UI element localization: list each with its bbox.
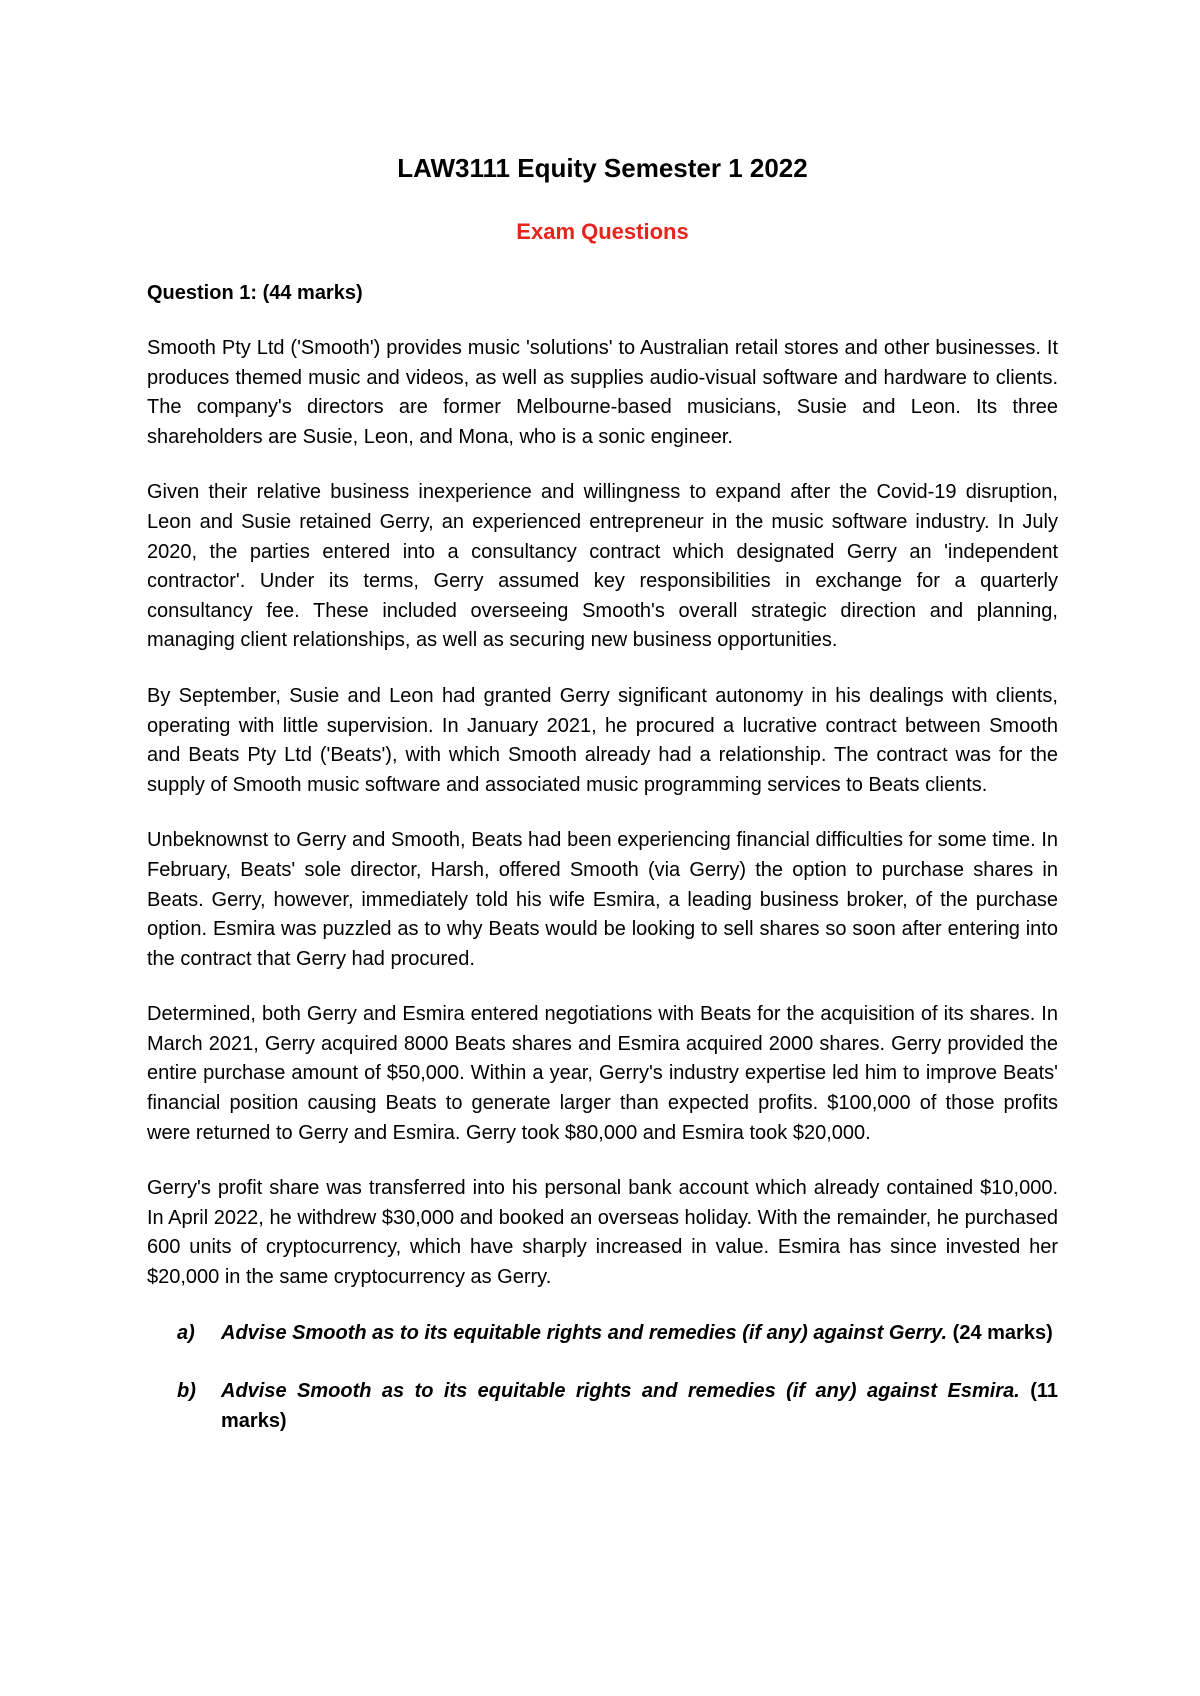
paragraph-4: Unbeknownst to Gerry and Smooth, Beats had been experiencing financial difficulties for some time. In February, Beats' sole director, Harsh, offered Smooth (via Gerry) the option to purchase shares in Beats. Gerry, however, immediately told his wife Esmira, a leading business broker, of the purchase option. Esmira was puzzled as to why Beats would be looking to sell shares so soon after entering into the contract that Gerry had procured. <box>147 829 1058 970</box>
sub-question-a-label: a) <box>177 1321 195 1344</box>
sub-question-a-marks: (24 marks) <box>952 1321 1053 1344</box>
document-subtitle: Exam Questions <box>516 219 689 244</box>
document-title: LAW3111 Equity Semester 1 2022 <box>397 153 808 183</box>
sub-question-b-label: b) <box>177 1380 196 1403</box>
sub-question-list <box>147 1319 1058 1437</box>
paragraph-2: Given their relative business inexperience and willingness to expand after the Covid-19 disruption, Leon and Susie retained Gerry, an experienced entrepreneur in the music software industry. In July 2020, the parties entered into a consultancy contract which designated Gerry an 'independent contractor'. Under its terms, Gerry assumed key responsibilities in exchange for a quarterly consultancy fee. These included overseeing Smooth's overall strategic direction and planning, managing client relationships, as well as securing new business opportunities. <box>147 481 1058 652</box>
sub-question-b-text: Advise Smooth as to its equitable rights and remedies (if any) against Esmira. <box>221 1380 1031 1403</box>
sub-question-b <box>147 1377 1058 1436</box>
paragraph-3: By September, Susie and Leon had granted Gerry significant autonomy in his dealings with clients, operating with little supervision. In January 2021, he procured a lucrative contract between Smooth and Beats Pty Ltd ('Beats'), with which Smooth already had a relationship. The contract was for the supply of Smooth music software and associated music programming services to Beats clients. <box>147 684 1058 796</box>
sub-question-b-marks: (11 marks) <box>221 1380 1058 1432</box>
paragraph-5: Determined, both Gerry and Esmira entered negotiations with Beats for the acquisition of its shares. In March 2021, Gerry acquired 8000 Beats shares and Esmira acquired 2000 shares. Gerry provided the entire purchase amount of $50,000. Within a year, Gerry's industry expertise led him to improve Beats' financial position causing Beats to generate larger than expected profits. $100,000 of those profits were returned to Gerry and Esmira. Gerry took $80,000 and Esmira took $20,000. <box>147 1003 1058 1144</box>
paragraph-6: Gerry's profit share was transferred into his personal bank account which already contained $10,000. In April 2022, he withdrew $30,000 and booked an overseas holiday. With the remainder, he purchased 600 units of cryptocurrency, which have sharply increased in value. Esmira has since invested her $20,000 in the same cryptocurrency as Gerry. <box>147 1177 1058 1289</box>
sub-question-a-text: Advise Smooth as to its equitable rights and remedies (if any) against Gerry. <box>221 1321 953 1344</box>
sub-question-a <box>147 1319 1058 1349</box>
document-page <box>147 138 1058 1465</box>
question-1-heading: Question 1: (44 marks) <box>147 282 363 304</box>
paragraph-1: Smooth Pty Ltd ('Smooth') provides music 'solutions' to Australian retail stores and other businesses. It produces themed music and videos, as well as supplies audio-visual software and hardware to clients. The company's directors are former Melbourne-based musicians, Susie and Leon. Its three shareholders are Susie, Leon, and Mona, who is a sonic engineer. <box>147 337 1058 448</box>
